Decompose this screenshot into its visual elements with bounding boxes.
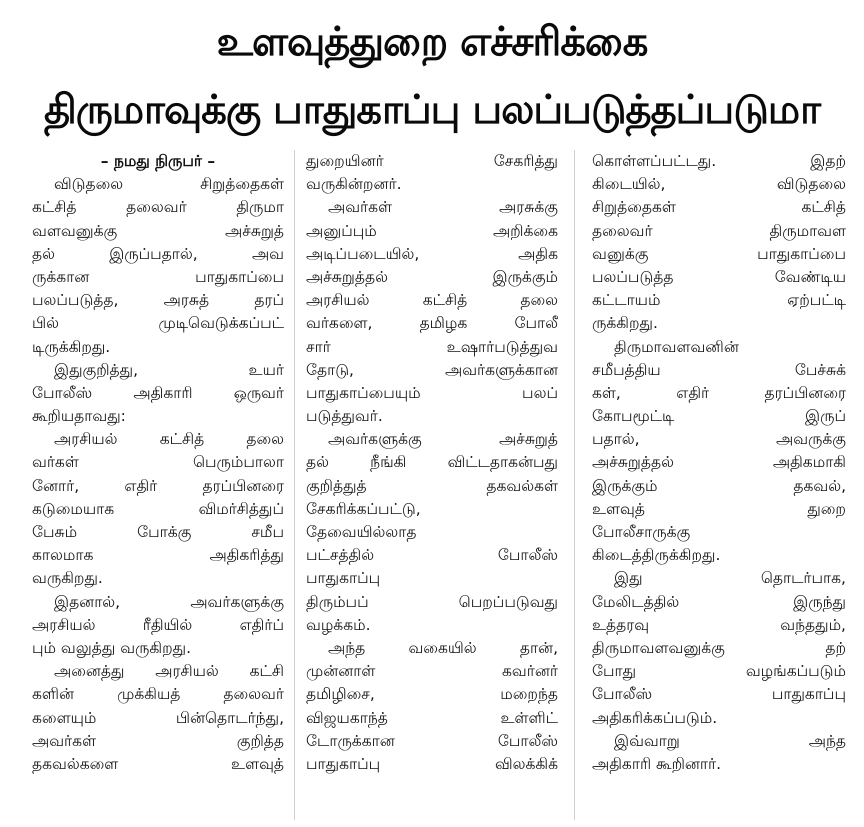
article-text-line: இதுகுறித்து, உயர் [54, 360, 284, 379]
article-column-3 [592, 150, 846, 820]
article-text-line: களின் முக்கியத் தலைவர் [32, 685, 284, 704]
article-text-line: பில் முடிவெடுக்கப்பட் [32, 314, 284, 333]
article-text-line: பலப்படுத்த, அரசுத் தரப் [32, 291, 284, 310]
article-text-line: ருக்கான பாதுகாப்பை [32, 267, 284, 286]
article-text-line: கிடைத்திருக்கிறது. [592, 546, 721, 565]
column-divider [294, 150, 295, 820]
article-text-line: கூறியதாவது: [32, 407, 126, 426]
headline-line-1: உளவுத்துறை எச்சரிக்கை [216, 19, 648, 65]
article-text-line: சேகரிக்கப்பட்டு, [306, 499, 421, 518]
article-text-line: உளவுத் துறை [592, 499, 846, 518]
article-text-line: வருகிறது. [32, 569, 103, 588]
article-text-line: பலப்படுத்த வேண்டிய [592, 267, 846, 286]
article-text-line: துறையினர் சேகரித்து [306, 152, 558, 170]
byline: – நமது நிருபர் – [100, 152, 216, 170]
article-text-line: காலமாக அதிகரித்து [32, 546, 284, 565]
article-text-line: வனுக்கு பாதுகாப்பை [592, 244, 846, 263]
article-text-line: கொள்ளப்பட்டது. இதற் [592, 152, 846, 170]
article-text-line: பாதுகாப்பு விலக்கிக் [306, 754, 558, 773]
article-text-line: ருக்கிறது. [592, 314, 658, 333]
article-text-line: அரசியல் கட்சித் தலை [54, 430, 284, 449]
article-text-line: பதால், அவருக்கு [592, 430, 846, 449]
article-text-line: திருமாவளவனுக்கு தற் [592, 638, 846, 657]
article-text-line: தல் இருப்பதால், அவ [32, 244, 284, 263]
article-text-line: டிருக்கிறது. [32, 337, 111, 356]
article-text-line: தல் நீங்கி விட்டதாகன்பது [306, 453, 558, 472]
article-text-line: தலைவர் திருமாவள [592, 221, 846, 240]
article-text-line: தகவல்களை உளவுத் [32, 754, 284, 773]
article-text-line: இருக்கும் தகவல், [592, 476, 846, 495]
article-text-line: பும் வலுத்து வருகிறது. [32, 638, 192, 657]
article-text-line: களையும் பின்தொடர்ந்து, [32, 708, 284, 727]
column-divider [574, 150, 575, 820]
article-text-line: அந்த வகையில் தான், [328, 638, 558, 657]
article-text-line: தேவையில்லாத [306, 523, 417, 541]
article-text-line: சார் உஷார்படுத்துவ [306, 337, 558, 356]
article-text-line: பாதுகாப்பையும் பலப் [306, 383, 558, 402]
article-column-2 [306, 150, 558, 820]
article-text-line: முன்னாள் கவர்னர் [306, 662, 558, 681]
article-text-line: கடுமையாக விமர்சித்துப் [32, 499, 284, 518]
article-text-line: அதிகரிக்கப்படும். [592, 708, 718, 727]
article-body [14, 150, 852, 820]
article-text-line: இவ்வாறு அந்த [614, 731, 846, 750]
article-text-line: விடுதலை சிறுத்தைகள் [54, 175, 284, 194]
article-text-line: வழக்கம். [306, 615, 371, 634]
article-text-line: அவர்களுக்கு அச்சுறுத் [328, 430, 558, 449]
article-text-line: பட்சத்தில் போலீஸ் [306, 546, 558, 565]
article-text-line: போலீஸ் பாதுகாப்பு [592, 685, 846, 704]
article-text-line: னோர், எதிர் தரப்பினரை [32, 476, 284, 495]
article-text-line: தமிழிசை, மறைந்த [306, 685, 558, 704]
article-text-line: இதனால், அவர்களுக்கு [54, 592, 284, 611]
article-text-line: அவர்கள் குறித்த [32, 731, 284, 750]
article-text-line: திருமாவளவனின் [614, 337, 739, 356]
article-text-line: கட்சித் தலைவர் திருமா [32, 198, 284, 217]
article-text-line: மேலிடத்தில் இருந்து [592, 592, 846, 611]
article-text-line: வர்களை, தமிழக போலீ [306, 314, 558, 333]
article-text-line: கட்டாயம் ஏற்பட்டி [592, 291, 846, 310]
article-text-line: கள், எதிர் தரப்பினரை [592, 383, 846, 402]
article-text-line: விஜயகாந்த் உள்ளிட் [306, 708, 558, 727]
article-text-line: அவர்கள் அரசுக்கு [328, 198, 558, 217]
article-text-line: தோடு, அவர்களுக்கான [306, 360, 558, 379]
article-text-line: கோபமூட்டி இருப் [592, 407, 846, 426]
article-text-line: உத்தரவு வந்ததும், [592, 615, 846, 634]
article-text-line: அரசியல் ரீதியில் எதிர்ப் [32, 615, 284, 634]
article-text-line: சிறுத்தைகள் கட்சித் [592, 198, 846, 217]
article-text-line: அச்சுறுத்தல் இருக்கும் [306, 267, 558, 286]
article-text-line: வளவனுக்கு அச்சுறுத் [32, 221, 284, 240]
article-text-line: அனைத்து அரசியல் கட்சி [54, 662, 284, 681]
article-text-line: வர்கள் பெரும்பாலா [32, 453, 284, 472]
article-text-line: டோருக்கான போலீஸ் [306, 731, 558, 750]
article-text-line: போலீசாருக்கு [592, 523, 691, 541]
article-text-line: இது தொடர்பாக, [614, 569, 846, 588]
article-text-line: சமீபத்திய பேச்சுக் [592, 360, 846, 379]
article-text-line: அதிகாரி கூறினார். [592, 754, 722, 773]
article-text-line: அரசியல் கட்சித் தலை [306, 291, 558, 310]
article-text-line: போலீஸ் அதிகாரி ஒருவர் [32, 383, 284, 402]
article-text-line: அச்சுறுத்தல் அதிகமாகி [592, 453, 846, 472]
headline-line-2: திருமாவுக்கு பாதுகாப்பு பலப்படுத்தப்படுமா [44, 87, 820, 133]
article-column-1 [32, 150, 284, 820]
article-text-line: பாதுகாப்பு [306, 569, 381, 588]
article-text-line: கிடையில், விடுதலை [592, 175, 846, 194]
article-text-line: அனுப்பும் அறிக்கை [306, 221, 558, 240]
article-text-line: குறித்துத் தகவல்கள் [306, 476, 558, 495]
article-text-line: திரும்பப் பெறப்படுவது [306, 592, 558, 611]
article-text-line: படுத்துவர். [306, 407, 383, 426]
article-text-line: அடிப்படையில், அதிக [306, 244, 558, 263]
article-text-line: போது வழங்கப்படும் [592, 662, 846, 681]
article-text-line: வருகின்றனர். [306, 175, 402, 194]
article-text-line: பேசும் போக்கு சமீப [32, 523, 284, 541]
